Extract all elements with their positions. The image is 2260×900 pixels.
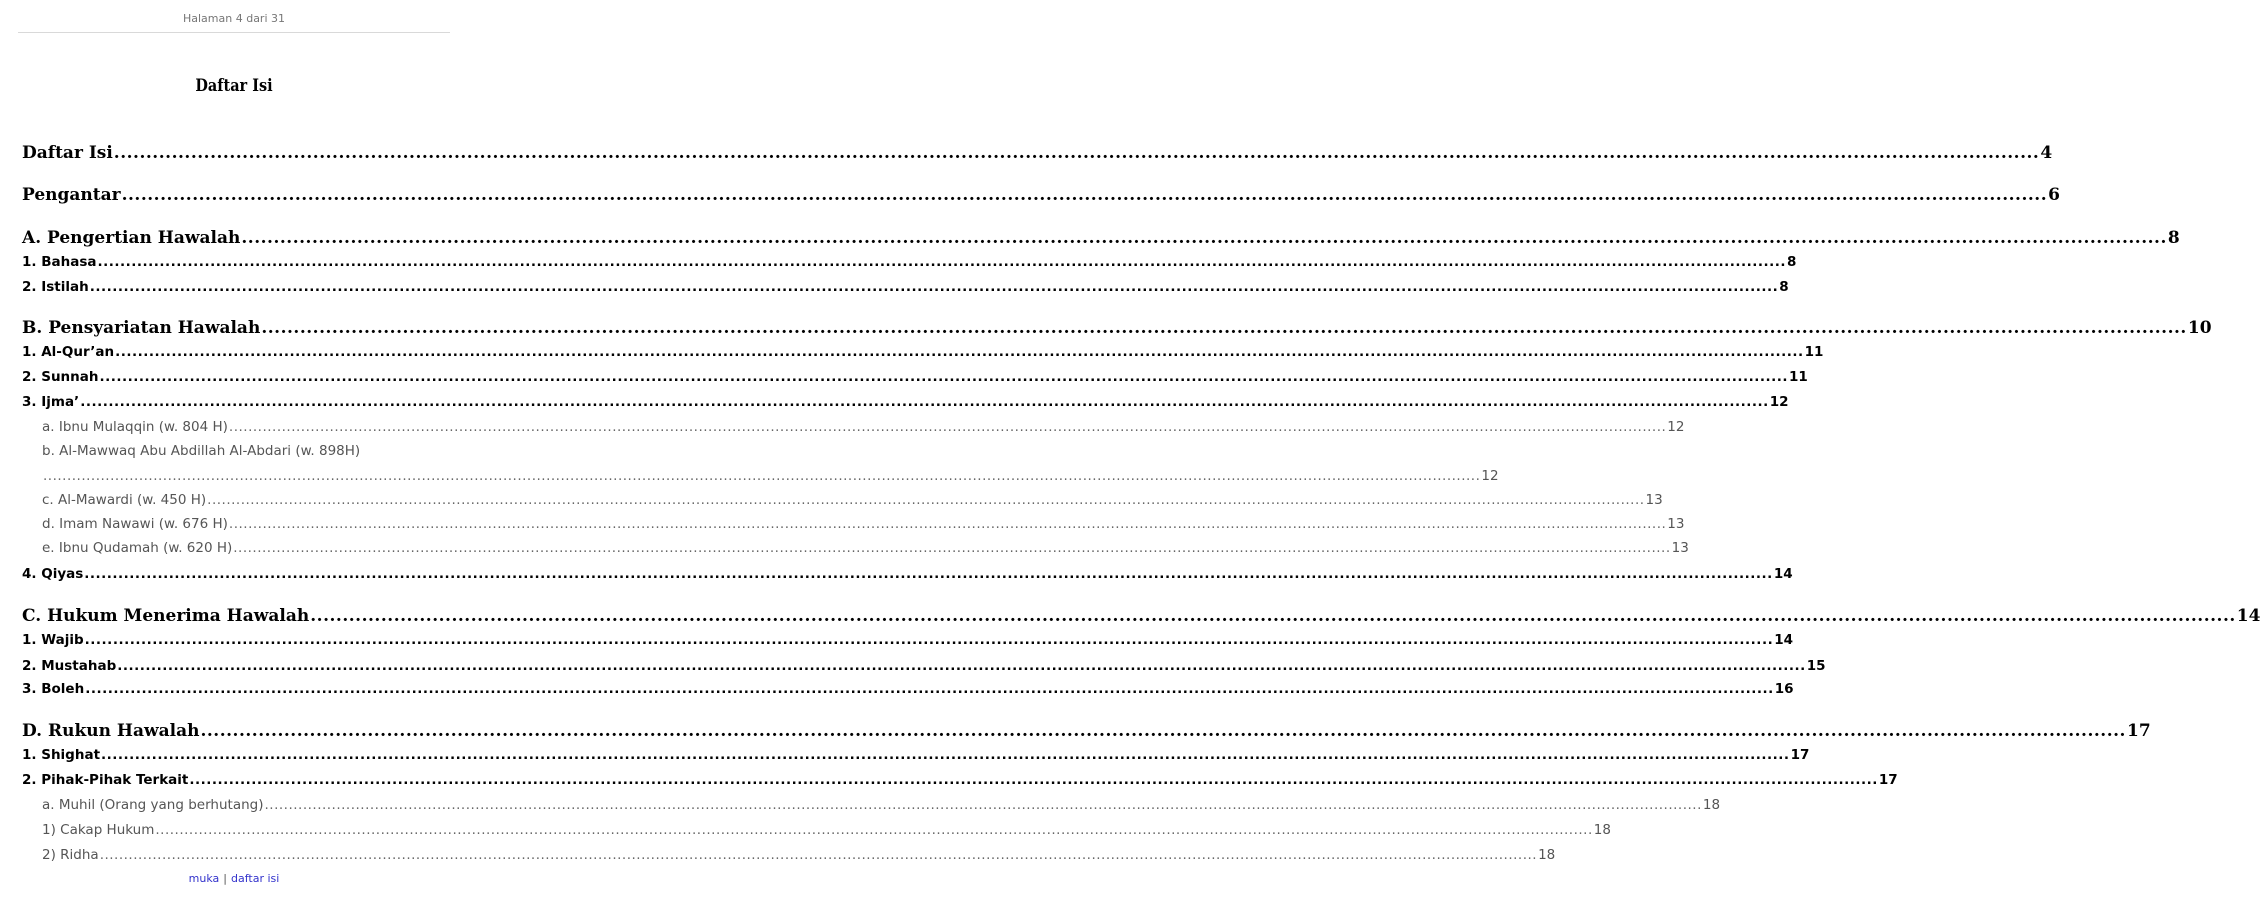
dot-leader: ............................................................................................................................................................................................................................................................................................................ bbox=[155, 822, 1593, 838]
toc-entry-text: a. Muhil (Orang yang berhutang) bbox=[42, 797, 264, 813]
header-divider bbox=[18, 32, 450, 33]
toc-entry-page: 15 bbox=[1806, 658, 1826, 674]
dot-leader: ............................................................................................................................................................................................................................................................................................................ bbox=[85, 681, 1774, 697]
toc-entry-text: 2) Ridha bbox=[42, 847, 99, 863]
toc-entry-text: Pengantar bbox=[22, 185, 121, 205]
dot-leader: ............................................................................................................................................................................................................................................................................................................ bbox=[101, 747, 1790, 763]
toc-entry[interactable] bbox=[42, 492, 1663, 508]
toc-entry[interactable] bbox=[42, 419, 1685, 435]
toc-section[interactable] bbox=[22, 228, 2180, 248]
toc-entry-page: 12 bbox=[1481, 468, 1499, 484]
toc-entry-page: 4 bbox=[2040, 143, 2053, 163]
toc-entry[interactable] bbox=[22, 632, 1793, 648]
dot-leader: ............................................................................................................................................................................................................................................................................................................ bbox=[228, 419, 1667, 435]
toc-entry[interactable] bbox=[22, 747, 1810, 763]
toc-entry-page: 18 bbox=[1702, 797, 1721, 813]
dot-leader: ............................................................................................................................................................................................................................................................................................................ bbox=[261, 318, 2187, 338]
dot-leader: ............................................................................................................................................................................................................................................................................................................ bbox=[207, 492, 1645, 508]
toc-entry-page: 13 bbox=[1645, 492, 1663, 508]
toc-entry-page: 8 bbox=[1779, 279, 1789, 295]
toc-entry[interactable] bbox=[22, 369, 1808, 385]
toc-entry-text: 1. Wajib bbox=[22, 632, 84, 648]
dot-leader: ............................................................................................................................................................................................................................................................................................................ bbox=[115, 344, 1804, 360]
document-title: Daftar Isi bbox=[195, 76, 273, 96]
toc-section[interactable] bbox=[22, 318, 2212, 338]
toc-entry-text: b. Al-Mawwaq Abu Abdillah Al-Abdari (w. 898H) bbox=[42, 443, 361, 459]
home-link[interactable]: muka bbox=[188, 872, 220, 885]
toc-section[interactable] bbox=[22, 606, 2260, 626]
toc-entry-text: 2. Mustahab bbox=[22, 658, 117, 674]
toc-entry-text: 3. Boleh bbox=[22, 681, 85, 697]
toc-entry-page: 14 bbox=[1773, 566, 1793, 582]
toc-entry-text: C. Hukum Menerima Hawalah bbox=[22, 606, 310, 626]
toc-entry-page: 16 bbox=[1774, 681, 1794, 697]
dot-leader: ............................................................................................................................................................................................................................................................................................................ bbox=[117, 658, 1806, 674]
toc-entry[interactable] bbox=[42, 516, 1685, 532]
toc-entry-page: 8 bbox=[1787, 254, 1797, 270]
toc-entry[interactable] bbox=[42, 847, 1556, 863]
toc-entry-page: 14 bbox=[1774, 632, 1793, 648]
dot-leader: ............................................................................................................................................................................................................................................................................................................ bbox=[80, 394, 1769, 410]
toc-entry[interactable] bbox=[42, 443, 448, 459]
toc-entry-text: 2. Sunnah bbox=[22, 369, 99, 385]
toc-entry-text: 4. Qiyas bbox=[22, 566, 84, 582]
toc-entry-page: 14 bbox=[2236, 606, 2260, 626]
toc-entry-page: 18 bbox=[1593, 822, 1611, 838]
toc-entry-page: 17 bbox=[1878, 772, 1898, 788]
toc-entry-page: 13 bbox=[1667, 516, 1685, 532]
dot-leader: ............................................................................................................................................................................................................................................................................................................ bbox=[310, 606, 2236, 626]
toc-entry-text: A. Pengertian Hawalah bbox=[22, 228, 241, 248]
toc-entry-page: 17 bbox=[1790, 747, 1810, 763]
dot-leader: ............................................................................................................................................................................................................................................................................................................ bbox=[84, 566, 1773, 582]
toc-entry[interactable] bbox=[22, 566, 1793, 582]
dot-leader: ............................................................................................................................................................................................................................................................................................................ bbox=[121, 185, 2048, 205]
dot-leader: ............................................................................................................................................................................................................................................................................................................ bbox=[43, 468, 1481, 484]
toc-entry-text: 1. Shighat bbox=[22, 747, 101, 763]
toc-entry-text: D. Rukun Hawalah bbox=[22, 721, 200, 741]
toc-entry-text: d. Imam Nawawi (w. 676 H) bbox=[42, 516, 228, 532]
toc-entry[interactable] bbox=[22, 658, 1826, 674]
dot-leader: ............................................................................................................................................................................................................................................................................................................ bbox=[264, 797, 1702, 813]
toc-entry-page: 11 bbox=[1804, 344, 1824, 360]
toc-entry[interactable] bbox=[42, 797, 1721, 813]
toc-entry-text: c. Al-Mawardi (w. 450 H) bbox=[42, 492, 207, 508]
dot-leader: ............................................................................................................................................................................................................................................................................................................ bbox=[113, 143, 2040, 163]
toc-entry-text: 3. Ijma’ bbox=[22, 394, 80, 410]
toc-entry-text: B. Pensyariatan Hawalah bbox=[22, 318, 261, 338]
toc-entry[interactable] bbox=[22, 254, 1797, 270]
dot-leader: ............................................................................................................................................................................................................................................................................................................ bbox=[233, 540, 1671, 556]
toc-entry[interactable] bbox=[22, 344, 1824, 360]
page-header: Halaman 4 dari 31 bbox=[182, 12, 286, 25]
toc-entry-text: Daftar Isi bbox=[22, 143, 113, 163]
toc-entry-page: 18 bbox=[1538, 847, 1556, 863]
dot-leader: ............................................................................................................................................................................................................................................................................................................ bbox=[200, 721, 2126, 741]
footer-nav bbox=[0, 872, 468, 885]
toc-entry[interactable] bbox=[22, 394, 1789, 410]
dot-leader: ............................................................................................................................................................................................................................................................................................................ bbox=[97, 254, 1787, 270]
toc-entry[interactable] bbox=[22, 772, 1898, 788]
toc-entry-page: 11 bbox=[1789, 369, 1808, 385]
toc-entry[interactable] bbox=[42, 822, 1611, 838]
toc-entry-page: 17 bbox=[2126, 721, 2151, 741]
toc-entry-page: 8 bbox=[2167, 228, 2180, 248]
toc-entry-page: 12 bbox=[1667, 419, 1685, 435]
dot-leader: ............................................................................................................................................................................................................................................................................................................ bbox=[99, 847, 1538, 863]
toc-entry-page: 6 bbox=[2048, 185, 2060, 205]
toc-section[interactable] bbox=[22, 721, 2151, 741]
toc-entry-text: 1. Bahasa bbox=[22, 254, 97, 270]
toc-entry-text: 1. Al-Qur’an bbox=[22, 344, 115, 360]
toc-entry[interactable] bbox=[22, 681, 1794, 697]
toc-entry-text: a. Ibnu Mulaqqin (w. 804 H) bbox=[42, 419, 228, 435]
toc-section[interactable] bbox=[22, 185, 2060, 205]
toc-link[interactable]: daftar isi bbox=[231, 872, 280, 885]
dot-leader: ............................................................................................................................................................................................................................................................................................................ bbox=[189, 772, 1878, 788]
toc-entry-page: 12 bbox=[1769, 394, 1789, 410]
toc-entry-text: 1) Cakap Hukum bbox=[42, 822, 155, 838]
toc-entry-page: 13 bbox=[1671, 540, 1689, 556]
dot-leader: ............................................................................................................................................................................................................................................................................................................ bbox=[89, 279, 1779, 295]
toc-entry-text: e. Ibnu Qudamah (w. 620 H) bbox=[42, 540, 233, 556]
dot-leader: ............................................................................................................................................................................................................................................................................................................ bbox=[84, 632, 1774, 648]
toc-entry-page: 10 bbox=[2187, 318, 2212, 338]
dot-leader: ............................................................................................................................................................................................................................................................................................................ bbox=[228, 516, 1667, 532]
toc-section[interactable] bbox=[22, 143, 2053, 163]
toc-entry-text: 2. Istilah bbox=[22, 279, 89, 295]
dot-leader: ............................................................................................................................................................................................................................................................................................................ bbox=[241, 228, 2167, 248]
toc-entry-continuation[interactable] bbox=[42, 468, 1499, 484]
dot-leader: ............................................................................................................................................................................................................................................................................................................ bbox=[99, 369, 1789, 385]
toc-entry-text: 2. Pihak-Pihak Terkait bbox=[22, 772, 189, 788]
footer-separator: | bbox=[223, 872, 227, 885]
toc-entry[interactable] bbox=[22, 279, 1789, 295]
toc-entry[interactable] bbox=[42, 540, 1689, 556]
